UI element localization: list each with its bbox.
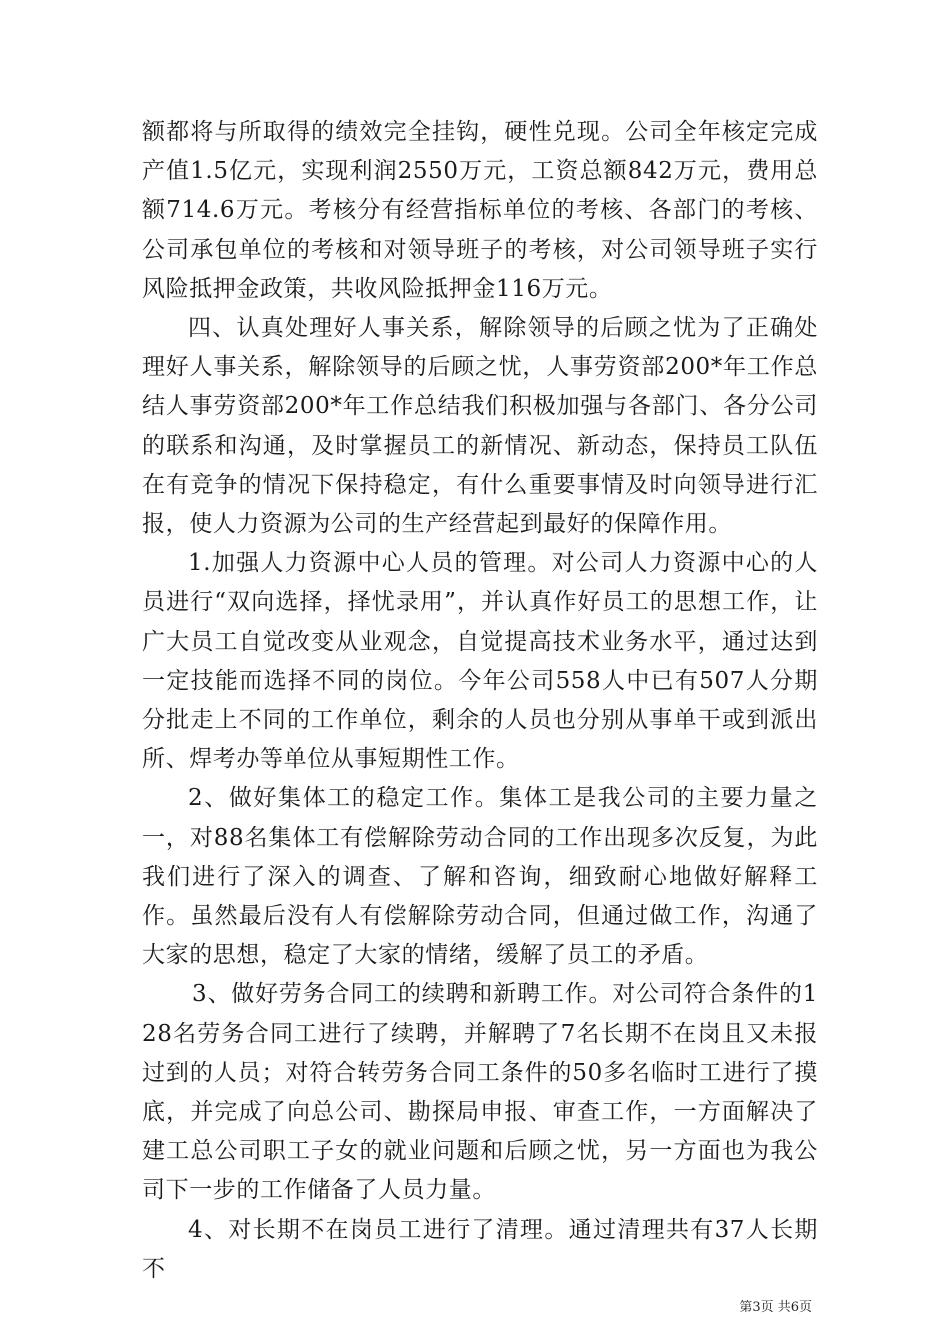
paragraph-personnel-relations: 四、认真处理好人事关系，解除领导的后顾之忧为了正确处理好人事关系，解除领导的后顾之忧，人事劳资部200*年工作总结人事劳资部200*年工作总结我们积极加强与各部门、各分公司的联系和沟通，及时掌握员工的新情况、新动态，保持员工队伍在有竞争的情况下保持稳定，有什么重要事情及时向领导进行汇报，使人力资源为公司的生产经营起到最好的保障作用。 <box>142 315 818 538</box>
paragraph-performance-assessment: 额都将与所取得的绩效完全挂钩，硬性兑现。公司全年核定完成产值1.5亿元，实现利润2550万元，工资总额842万元，费用总额714.6万元。考核分有经营指标单位的考核、各部门的考核、公司承包单位的考核和对领导班子的考核，对公司领导班子实行风险抵押金政策，共收风险抵押金116万元。 <box>142 119 818 302</box>
page-number: 第3页 共6页 <box>739 1300 812 1315</box>
paragraph-contract-workers: 3、做好劳务合同工的续聘和新聘工作。对公司符合条件的128名劳务合同工进行了续聘，并解聘了7名长期不在岗且又未报过到的人员；对符合转劳务合同工条件的50多名临时工进行了摸底，并完成了向总公司、勘探局申报、审查工作，一方面解决了建工总公司职工子女的就业问题和后顾之忧，另一方面也为我公司下一步的工作储备了人员力量。 <box>142 981 818 1204</box>
paragraph-hr-center-management: 1.加强人力资源中心人员的管理。对公司人力资源中心的人员进行“双向选择，择忧录用”，并认真作好员工的思想工作，让广大员工自觉改变从业观念，自觉提高技术业务水平，通过达到一定技能而选择不同的岗位。今年公司558人中已有507人分期分批走上不同的工作单位，剩余的人员也分别从事单干或到派出所、焊考办等单位从事短期性工作。 <box>142 550 818 773</box>
paragraph-collective-workers: 2、做好集体工的稳定工作。集体工是我公司的主要力量之一，对88名集体工有偿解除劳动合同的工作出现多次反复，为此我们进行了深入的调查、了解和咨询，细致耐心地做好解释工作。虽然最后没有人有偿解除劳动合同，但通过做工作，沟通了大家的思想，稳定了大家的情绪，缓解了员工的矛盾。 <box>142 785 818 969</box>
paragraph-absent-employees: 4、对长期不在岗员工进行了清理。通过清理共有37人长期不 <box>142 1216 818 1282</box>
document-body <box>142 113 818 1289</box>
